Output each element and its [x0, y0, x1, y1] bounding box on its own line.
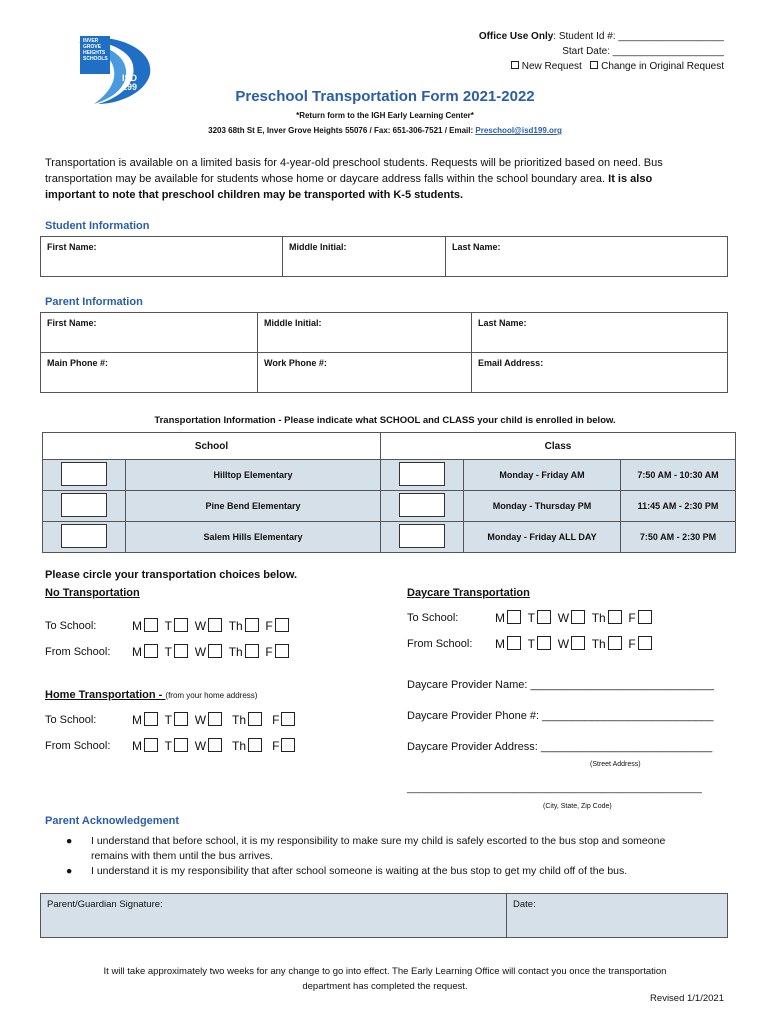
daycare-provider-name-field[interactable]: Daycare Provider Name: ______________________________ — [407, 679, 715, 691]
daycare-provider-phone-field[interactable]: Daycare Provider Phone #: ____________________________ — [407, 710, 714, 722]
date-field[interactable]: Date: — [507, 894, 728, 938]
day-checkbox[interactable] — [275, 618, 289, 632]
logo-line: SCHOOLS — [83, 56, 108, 62]
no-transport-to-school-days: M T W Th F — [132, 618, 289, 633]
day-checkbox[interactable] — [174, 712, 188, 726]
day-checkbox[interactable] — [507, 610, 521, 624]
no-transport-heading: No Transportation — [45, 587, 140, 599]
city-state-zip-field[interactable]: _____________________________________________________ — [407, 783, 702, 794]
school-select-box[interactable] — [43, 522, 126, 553]
day-checkbox[interactable] — [208, 618, 222, 632]
office-use-label: Office Use Only — [478, 31, 554, 42]
student-id-line: : Student Id #: ___________________ — [553, 31, 724, 42]
student-last-name-field[interactable]: Last Name: — [446, 237, 728, 277]
logo-number: 199 — [122, 82, 138, 92]
acknowledgement-heading: Parent Acknowledgement — [45, 815, 180, 827]
day-checkbox[interactable] — [638, 636, 652, 650]
class-time: 7:50 AM - 10:30 AM — [621, 460, 736, 491]
home-transport-heading: Home Transportation - (from your home address) — [45, 689, 258, 701]
day-checkbox[interactable] — [144, 618, 158, 632]
logo-line: GROVE — [83, 44, 102, 50]
parent-last-name-field[interactable]: Last Name: — [472, 313, 728, 353]
change-request-label: Change in Original Request — [601, 61, 724, 72]
day-checkbox[interactable] — [208, 738, 222, 752]
ack-item-1-line-2: remains with them until the bus arrives. — [91, 850, 274, 862]
work-phone-field[interactable]: Work Phone #: — [258, 353, 472, 393]
class-days: Monday - Friday AM — [464, 460, 621, 491]
no-transport-from-school-label: From School: — [45, 646, 111, 658]
day-checkbox[interactable] — [245, 618, 259, 632]
table-row — [43, 522, 736, 553]
daycare-to-school-label: To School: — [407, 612, 459, 624]
school-select-box[interactable] — [43, 491, 126, 522]
class-time: 11:45 AM - 2:30 PM — [621, 491, 736, 522]
day-checkbox[interactable] — [275, 644, 289, 658]
day-checkbox[interactable] — [208, 712, 222, 726]
page-title: Preschool Transportation Form 2021-2022 — [235, 88, 535, 105]
day-checkbox[interactable] — [608, 636, 622, 650]
bullet-icon: ● — [66, 865, 73, 877]
school-select-box[interactable] — [43, 460, 126, 491]
student-info-heading: Student Information — [45, 220, 150, 232]
revised-date: Revised 1/1/2021 — [650, 993, 724, 1004]
email-link[interactable]: Preschool@isd199.org — [475, 126, 562, 135]
class-select-box[interactable] — [381, 491, 464, 522]
class-time: 7:50 AM - 2:30 PM — [621, 522, 736, 553]
home-to-school-label: To School: — [45, 714, 97, 726]
office-use-block — [479, 29, 724, 74]
day-checkbox[interactable] — [174, 738, 188, 752]
transport-table — [42, 432, 736, 553]
change-request-checkbox[interactable] — [590, 61, 598, 69]
street-address-note: (Street Address) — [590, 761, 641, 768]
day-checkbox[interactable] — [281, 712, 295, 726]
home-to-school-days: M T W Th F — [132, 712, 295, 727]
parent-info-table — [40, 312, 728, 393]
logo-isd: ISD — [122, 73, 138, 83]
day-checkbox[interactable] — [245, 644, 259, 658]
day-checkbox[interactable] — [208, 644, 222, 658]
no-transport-from-school-days: M T W Th F — [132, 644, 289, 659]
school-name: Pine Bend Elementary — [126, 491, 381, 522]
school-name: Hilltop Elementary — [126, 460, 381, 491]
day-checkbox[interactable] — [144, 738, 158, 752]
class-select-box[interactable] — [381, 460, 464, 491]
logo-line: INVER — [83, 38, 99, 44]
parent-middle-initial-field[interactable]: Middle Initial: — [258, 313, 472, 353]
student-first-name-field[interactable]: First Name: — [41, 237, 283, 277]
intro-paragraph — [45, 155, 695, 203]
logo-line: HEIGHTS — [83, 50, 106, 56]
day-checkbox[interactable] — [144, 644, 158, 658]
bullet-icon: ● — [66, 835, 73, 847]
start-date-line: Start Date: ____________________ — [562, 46, 724, 57]
daycare-transport-heading: Daycare Transportation — [407, 587, 530, 599]
new-request-label: New Request — [521, 61, 582, 72]
class-days: Monday - Thursday PM — [464, 491, 621, 522]
day-checkbox[interactable] — [248, 738, 262, 752]
parent-first-name-field[interactable]: First Name: — [41, 313, 258, 353]
class-days: Monday - Friday ALL DAY — [464, 522, 621, 553]
parent-signature-field[interactable]: Parent/Guardian Signature: — [41, 894, 507, 938]
address-line — [0, 126, 770, 135]
class-select-box[interactable] — [381, 522, 464, 553]
day-checkbox[interactable] — [174, 644, 188, 658]
day-checkbox[interactable] — [571, 610, 585, 624]
table-row — [43, 460, 736, 491]
day-checkbox[interactable] — [507, 636, 521, 650]
day-checkbox[interactable] — [571, 636, 585, 650]
intro-bold-text: It is also important to note that preschool children may be transported with K-5 students. — [45, 173, 653, 201]
daycare-to-school-days: M T W Th F — [495, 610, 652, 625]
transport-info-heading: Transportation Information - Please indicate what SCHOOL and CLASS your child is enrolled in below. — [154, 415, 616, 426]
footer-note — [0, 964, 770, 994]
footer-line-1: It will take approximately two weeks for any change to go into effect. The Early Learning Office will contact you once the transportation — [103, 966, 667, 977]
parent-info-heading: Parent Information — [45, 296, 143, 308]
school-name: Salem Hills Elementary — [126, 522, 381, 553]
day-checkbox[interactable] — [248, 712, 262, 726]
student-info-table — [40, 236, 728, 277]
no-transport-to-school-label: To School: — [45, 620, 97, 632]
main-phone-field[interactable]: Main Phone #: — [41, 353, 258, 393]
daycare-from-school-label: From School: — [407, 638, 473, 650]
signature-table — [40, 893, 728, 938]
student-middle-initial-field[interactable]: Middle Initial: — [283, 237, 446, 277]
city-state-zip-note: (City, State, Zip Code) — [543, 803, 612, 810]
new-request-checkbox[interactable] — [511, 61, 519, 69]
day-checkbox[interactable] — [608, 610, 622, 624]
day-checkbox[interactable] — [281, 738, 295, 752]
email-address-field[interactable]: Email Address: — [472, 353, 728, 393]
return-instruction: *Return form to the IGH Early Learning Center* — [296, 111, 474, 120]
class-column-header: Class — [381, 433, 736, 460]
day-checkbox[interactable] — [537, 610, 551, 624]
day-checkbox[interactable] — [638, 610, 652, 624]
home-from-school-label: From School: — [45, 740, 111, 752]
acknowledgement-list — [66, 834, 746, 879]
day-checkbox[interactable] — [174, 618, 188, 632]
ack-item-2: I understand it is my responsibility that after school someone is waiting at the bus stop to get my child off of the bus. — [91, 865, 628, 877]
address-text: 3203 68th St E, Inver Grove Heights 55076 / Fax: 651-306-7521 / Email: — [208, 126, 476, 135]
school-column-header: School — [43, 433, 381, 460]
choices-instruction: Please circle your transportation choices below. — [45, 569, 298, 581]
intro-text: Transportation is available on a limited basis for 4-year-old preschool students. Requests will be prioritized based on need. Bus transportation may be available for students whose home or daycare address falls within the school boundary area. — [45, 157, 663, 185]
day-checkbox[interactable] — [537, 636, 551, 650]
home-from-school-days: M T W Th F — [132, 738, 295, 753]
footer-line-2: department has completed the request. — [302, 981, 468, 992]
ack-item-1-line-1: I understand that before school, it is my responsibility to make sure my child is safely escorted to the bus stop and someone — [91, 835, 666, 847]
daycare-from-school-days: M T W Th F — [495, 636, 652, 651]
table-row — [43, 491, 736, 522]
daycare-provider-address-field[interactable]: Daycare Provider Address: ____________________________ — [407, 741, 713, 753]
day-checkbox[interactable] — [144, 712, 158, 726]
